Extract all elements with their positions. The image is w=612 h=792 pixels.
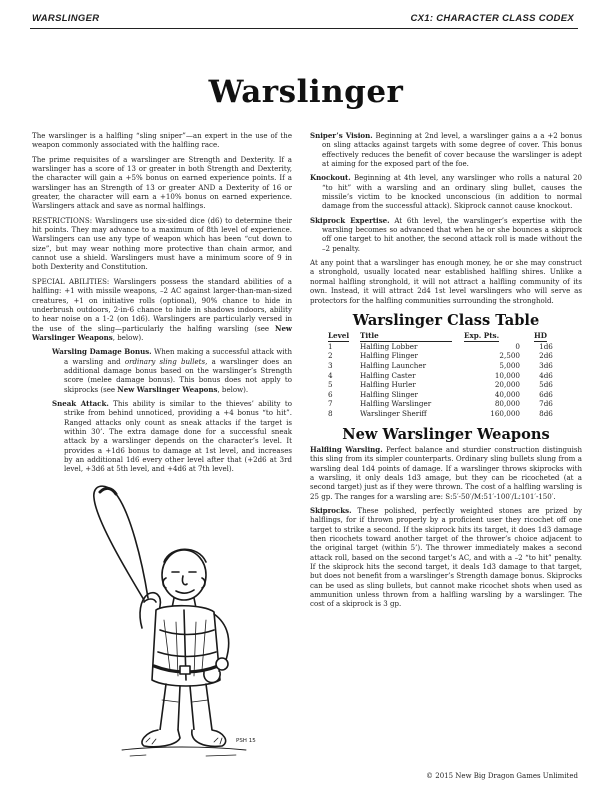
- copyright-footer: © 2015 New Big Dragon Games Unlimited: [426, 772, 578, 780]
- halfling-warsling-heading: Halfling Warsling.: [310, 444, 383, 454]
- warsling-damage-bonus-heading: Warsling Damage Bonus.: [52, 347, 152, 357]
- table-cell: Halfling Flinger: [360, 351, 418, 361]
- table-cell: 5d6: [539, 380, 553, 390]
- table-cell: 0: [515, 341, 520, 351]
- table-cell: 7d6: [539, 399, 553, 409]
- warsling-damage-bonus-paragraph: Warsling Damage Bonus. When making a successful attack with a warsling and ordinary sling bullets, a warslinger does an additional damage bonus based on the warslinger’s Strength score (melee damage bonus). This bonus does not apply to skiprocks (see New Warslinger Weapons, below).: [52, 347, 293, 394]
- table-cell: 20,000: [494, 380, 520, 390]
- right-column: [310, 131, 582, 614]
- table-cell: 6: [328, 389, 333, 399]
- running-header-right: CX1: CHARACTER CLASS CODEX: [410, 13, 574, 24]
- sneak-attack-paragraph: Sneak Attack. This ability is similar to the thieves’ ability to strike from behind unnoticed, providing a +4 bonus “to hit”. Ranged attacks only count as sneak attacks if the target is within 30’. The extra damage done for a successful sneak attack by a warslinger depends on the character’s level. It provides a +1d6 bonus to damage at 1st level, and increases by an additional 1d6 every other level after that (+2d6 at 3rd level, +3d6 at 5th level, and +4d6 at 7th level).: [52, 398, 292, 474]
- table-cell: Halfling Caster: [360, 370, 416, 380]
- running-header-left: WARSLINGER: [32, 13, 100, 24]
- weapons-heading: New Warslinger Weapons: [342, 425, 550, 443]
- table-cell: 40,000: [494, 389, 520, 399]
- table-cell: 3: [328, 360, 333, 370]
- page-title: Warslinger: [208, 74, 404, 110]
- table-cell: 2d6: [539, 351, 553, 361]
- sneak-attack-heading: Sneak Attack.: [52, 398, 109, 408]
- knockout-heading: Knockout.: [310, 173, 351, 183]
- table-cell: 4d6: [539, 370, 553, 380]
- header-divider: [30, 28, 578, 29]
- intro-paragraph: The warslinger is a halfling “sling sniper”—an expert in the use of the weapon commonly associated with the halfling race.: [32, 131, 292, 150]
- class-table: [324, 331, 564, 418]
- table-cell: Halfling Lobber: [360, 341, 418, 351]
- table-cell: 8: [328, 408, 333, 418]
- weapons-reference: New Warslinger Weapons: [117, 384, 218, 394]
- skiprocks-paragraph: Skiprocks. These polished, perfectly weighted stones are prized by halflings, for if thrown properly by a proficient user they ricochet off one target to strike a second. If the skiprock hits its target, it does 1d3 damage then ricochets toward another target of the thrower’s choice adjacent to the original target (within 5’). The thrower immediately makes a second attack roll, based on the second target’s AC, and with a –2 “to hit” penalty. If the skiprock hits the second target, it deals 1d3 damage to that target, but does not benefit from a warslinger’s Strength damage bonus. Skiprocks can be used as sling bullets, but cannot make ricochet shots when used as ammunition unless thrown from a halfling warsling by a warslinger. The cost of a skiprock is 3 gp.: [310, 505, 582, 609]
- table-row: [324, 399, 564, 409]
- table-row: [324, 342, 564, 352]
- prime-requisites-paragraph: The prime requisites of a warslinger are Strength and Dexterity. If a warslinger has a score of 13 or greater in both Strength and Dexterity, the character will gain a +5% bonus on earned experience points. If a warslinger has an Strength of 13 or greater AND a Dexterity of 16 or greater, the character will earn a +10% bonus on earned experience. Warslingers attack and save as normal halflings.: [32, 154, 292, 211]
- halfling-warsling-paragraph: Halfling Warsling. Perfect balance and sturdier construction distinguish this sling from its simpler counterparts. Ordinary sling bullets slung from a warsling deal 1d4 points of damage. If a warslinger throws skiprocks with a warsling, it only deals 1d3 amage, but they can be ricocheted (at a second target) just as if they were thrown. The cost of a halfling warsling is 25 gp. The ranges for a warsling are: S:5′-50′/M:51′-100′/L:101′-150′.: [310, 444, 582, 501]
- artist-signature: PSH 15: [236, 738, 256, 744]
- class-table-header-row: Level Title Exp. Pts. HD: [328, 331, 548, 341]
- table-cell: 10,000: [494, 370, 520, 380]
- table-row: [324, 409, 564, 419]
- halfling-warslinger-illustration: [86, 480, 264, 766]
- table-cell: Halfling Slinger: [360, 389, 418, 399]
- table-row: [324, 390, 564, 400]
- table-cell: 80,000: [494, 399, 520, 409]
- restrictions-paragraph: RESTRICTIONS: Warslingers use six-sided dice (d6) to determine their hit points. They may advance to a maximum of 8th level of experience. Warslingers can use any type of weapon which has been “cut down to size”, but may wear nothing more protective than chain armor, and cannot use a shield. Warslingers must have a minimum score of 9 in both Dexterity and Constitution.: [32, 215, 292, 272]
- weapons-reference: New Warslinger Weapons: [32, 323, 292, 342]
- table-cell: 1d6: [539, 341, 553, 351]
- table-cell: 5,000: [499, 360, 520, 370]
- table-cell: 6d6: [539, 389, 553, 399]
- snipers-vision-paragraph: Sniper’s Vision. Beginning at 2nd level, a warslinger gains a a +2 bonus on sling attacks against targets with some degree of cover. This bonus effectively reduces the benefit of cover because the warslinger is adept at aiming for the exposed part of the foe.: [310, 131, 582, 169]
- skiprocks-heading: Skiprocks.: [310, 505, 352, 515]
- snipers-vision-heading: Sniper’s Vision.: [310, 131, 373, 140]
- table-cell: 2: [328, 351, 333, 361]
- special-abilities-paragraph: SPECIAL ABILITIES: Warslingers possess the standard abilities of a halfling: +1 with missile weapons, –2 AC against larger-than-man-sized creatures, +1 on initiative rolls (optional), 90% chance to hide in underbrush outdoors, 2-in-6 chance to hide in shadows indoors, ability to hear noise on a 1-2 (on 1d6). Warslingers are particularly versed in the use of the sling—particularly the halfing warsling (see New Warslinger Weapons, below).: [32, 276, 292, 342]
- skiprock-expertise-heading: Skiprock Expertise.: [310, 215, 390, 225]
- table-cell: Halfling Hurler: [360, 380, 416, 390]
- table-row: [324, 361, 564, 371]
- table-row: [324, 351, 564, 361]
- table-cell: 8d6: [539, 408, 553, 418]
- table-cell: 2,500: [499, 351, 520, 361]
- class-table-heading: Warslinger Class Table: [352, 311, 540, 329]
- table-cell: Halfling Warslinger: [360, 399, 432, 409]
- left-column: [32, 131, 292, 479]
- table-row: [324, 380, 564, 390]
- sling-icon: [94, 486, 148, 600]
- knockout-paragraph: Knockout. Beginning at 4th level, any warslinger who rolls a natural 20 “to hit” with a warsling and an ordinary sling bullet, causes the missile’s victim to be knocked unconscious (in addition to normal damage from the successful attack). Skiprock cannot cause knockout.: [310, 173, 582, 211]
- table-cell: Halfling Launcher: [360, 360, 427, 370]
- table-cell: 7: [328, 399, 333, 409]
- table-cell: Warslinger Sheriff: [360, 408, 427, 418]
- table-cell: 3d6: [539, 360, 553, 370]
- table-cell: 160,000: [490, 408, 520, 418]
- stronghold-paragraph: At any point that a warslinger has enough money, he or she may construct a stronghold, usually located near established halfling shires. Unlike a normal halfling stronghold, it will not attract a halfling community of its own. Instead, it will attract 2d4 1st level warslingers who will serve as protectors for the halfling communities surrounding the stronghold.: [310, 258, 582, 305]
- table-cell: 1: [328, 341, 333, 351]
- skiprock-expertise-paragraph: Skiprock Expertise. At 6th level, the warslinger’s expertise with the warsling becomes so advanced that when he or she bounces a skiprock off one target to hit another, the second attack roll is made without the –2 penalty.: [310, 215, 582, 253]
- table-cell: 4: [328, 370, 333, 380]
- table-row: [324, 371, 564, 381]
- table-cell: 5: [328, 380, 333, 390]
